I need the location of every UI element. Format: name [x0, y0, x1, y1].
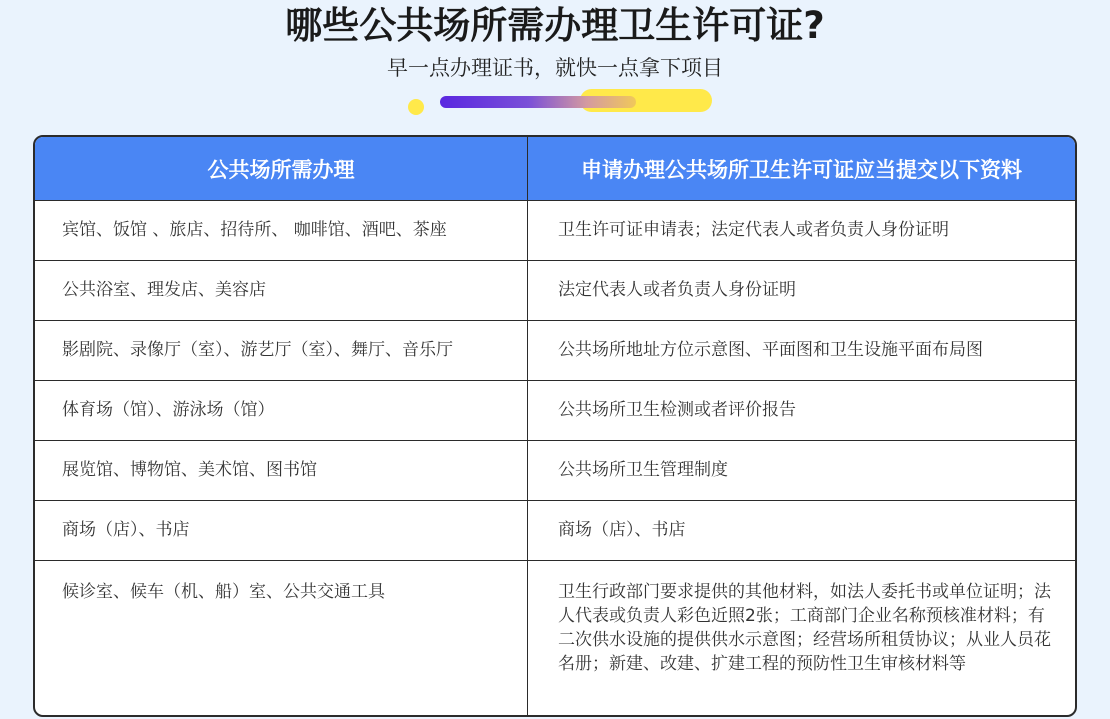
venue-cell: 宾馆、饭馆 、旅店、招待所、 咖啡馆、酒吧、茶座: [35, 201, 528, 260]
venue-cell: 公共浴室、理发店、美容店: [35, 261, 528, 320]
material-cell: 商场（店）、书店: [558, 520, 686, 540]
venue-cell: 影剧院、录像厅（室）、游艺厅（室）、舞厅、音乐厅: [35, 321, 528, 380]
table-row: [35, 320, 1075, 380]
material-cell: 公共场所卫生管理制度: [558, 460, 728, 480]
page-title: 哪些公共场所需办理卫生许可证?: [285, 4, 825, 47]
table-row: [35, 560, 1075, 717]
table-header: [35, 137, 1075, 200]
material-cell: 法定代表人或者负责人身份证明: [558, 280, 796, 300]
venue-cell: 商场（店）、书店: [35, 501, 528, 560]
decorative-bar-gradient: [440, 96, 636, 108]
column-header-materials: 申请办理公共场所卫生许可证应当提交以下资料: [581, 157, 1022, 182]
page-subtitle: 早一点办理证书，就快一点拿下项目: [387, 56, 723, 80]
table-row: [35, 500, 1075, 560]
material-cell: 卫生许可证申请表；法定代表人或者负责人身份证明: [558, 220, 949, 240]
decorative-dot: [408, 99, 424, 115]
table-row: [35, 440, 1075, 500]
venue-cell: 候诊室、候车（机、船）室、公共交通工具: [35, 561, 528, 717]
table-row: [35, 200, 1075, 260]
material-cell: 卫生行政部门要求提供的其他材料，如法人委托书或单位证明；法人代表或负责人彩色近照2张；工商部门企业名称预核准材料；有二次供水设施的提供供水示意图；经营场所租赁协议；从业人员花名册；新建、改建、扩建工程的预防性卫生审核材料等: [558, 582, 1051, 674]
material-cell: 公共场所卫生检测或者评价报告: [558, 400, 796, 420]
column-header-venues: 公共场所需办理: [35, 137, 528, 200]
table-row: [35, 260, 1075, 320]
table-row: [35, 380, 1075, 440]
requirements-table: [33, 135, 1077, 717]
venue-cell: 体育场（馆）、游泳场（馆）: [35, 381, 528, 440]
venue-cell: 展览馆、博物馆、美术馆、图书馆: [35, 441, 528, 500]
material-cell: 公共场所地址方位示意图、平面图和卫生设施平面布局图: [558, 340, 983, 360]
